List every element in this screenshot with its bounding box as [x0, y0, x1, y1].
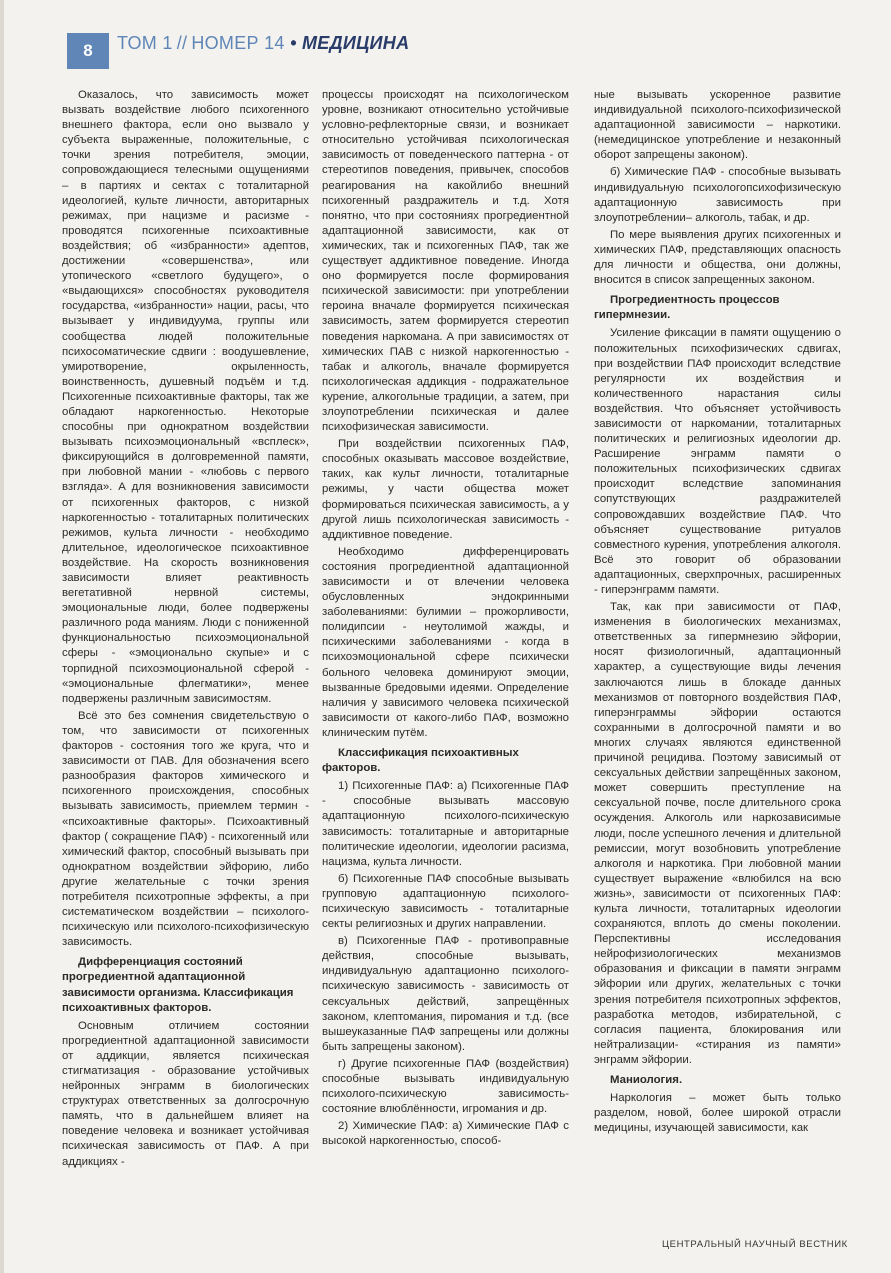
page-edge-shadow	[0, 0, 4, 1273]
body-paragraph: в) Психогенные ПАФ - противоправные действия, способные вызывать, индивидуальную адаптационно психолого-психическую зависимость - зависимость от сексуальных действий, запрещённых законом, клептомания, пиромания и т.д. (все вышеуказанные ПАФ запрещены или должны быть запрещены законом).	[322, 935, 569, 1053]
page-number: 8	[83, 41, 93, 60]
section-heading: Классификация психоактивных факторов.	[322, 747, 519, 775]
body-paragraph: Усиление фиксации в памяти ощущению о положительных психофизических сдвигах, при воздействии ПАФ происходит вследствие регулярности их воздействия и количественного нарастания силы воздействия. Что объясняет устойчивость зависимости от наркомании, тоталитарных политических и религиозных идеологии др. Расширение энграмм памяти о положительных психофизических сдвигах происходит вследствие запоминания сопутствующих раздражителей сопровождавших воздействие ПАФ. Что объясняет существование ритуалов совместного курения, употребления алкоголя. Всё это говорит об образовании адаптационных, сверхпрочных, расширенных - гиперэнграмм памяти.	[594, 327, 841, 596]
text-column-3	[594, 88, 841, 1248]
body-paragraph: Наркология – может быть только разделом, новой, более широкой отрасли медицины, изучающей зависимости, как	[594, 1092, 841, 1135]
text-column-1	[62, 88, 309, 1248]
body-paragraph: б) Химические ПАФ - способные вызывать индивидуальную психологопсихофизическую адаптационную зависимость при злоупотреблении– алкоголь, табак, и др.	[594, 166, 841, 224]
header-volume: ТОМ 1	[117, 33, 173, 53]
header-separator: //	[176, 33, 188, 53]
footer-journal-name: ЦЕНТРАЛЬНЫЙ НАУЧНЫЙ ВЕСТНИК	[662, 1239, 848, 1250]
body-paragraph: б) Психогенные ПАФ способные вызывать групповую адаптационную психолого-психическую зависимость - тоталитарные секты религиозных и других направлении.	[322, 872, 569, 931]
page-number-badge	[67, 33, 109, 69]
section-heading: Маниология.	[610, 1074, 683, 1086]
body-paragraph: При воздействии психогенных ПАФ, способных оказывать массовое воздействие, таких, как культ личности, тоталитарные режимы, у части общества может формироваться психическая зависимость, а у другой лишь психологическая зависимость - аддиктивное поведение.	[322, 438, 569, 541]
section-heading: Прогредиентность процессов гипермнезии.	[594, 294, 780, 322]
body-paragraph: Так, как при зависимости от ПАФ, изменения в биологических механизмах, ответственных за гипермнезию эйфории, носят физиологичный, адаптационный характер, а существующие виды лечения заключаются лишь в блокаде данных механизмов от повторного воздействия ПАФ, гиперэнграммы эйфории остаются сохранными в долгосрочной памяти и во многих случаях являются единственной причиной рецидива. Поэтому зависимый от сексуальных действии запрещённых законом, может совершить преступление на сексуальной почве, после длительного срока осуждения. Алкоголь или наркозависимые люди, после успешного лечения и длительной ремиссии, могут возобновить употребление алкоголя и наркотика. При любовной мании существует выражение «влюбился на всю жизнь», зависимости от психогенных ПАФ: культа личности, тоталитарных идеологии сохраняются, вплоть до смены поколении. Перспективны исследования нейрофизиологических механизмов образования и фиксации в памяти энграмм эйфории или других, желательных с точки зрения потребителя психотропных эффектов, разработка методов, избирательной, с согласия пациента, блокирования или нейтрализации- «стирания из памяти» энграмм эйфории.	[594, 601, 841, 1066]
body-paragraph: процессы происходят на психологическом уровне, возникают относительно устойчивые условно-рефлекторные связи, и возникает относительно устойчивая психологическая зависимость от поведенческого паттерна - от стереотипов поведения, привычек, способов реагирования на какойлибо внешний психогенный раздражитель и т.д. Хотя понятно, что при состояниях прогредиентной адаптационной зависимости, как от химических, так и психогенных ПАФ, так же существует аддиктивное поведение. Иногда оно формируется после формирования психической зависимости: при употреблении героина вначале формируется психическая зависимость, затем формируется стереотип поведения наркомана. А при зависимостях от химических ПАВ с низкой наркогенностью - табак и алкоголь, вначале формируется психологическая аддикция - подражательное курение, алкогольные традиции, а затем, при злоупотреблении психическая и далее психофизическая зависимости.	[322, 89, 569, 434]
body-paragraph: По мере выявления других психогенных и химических ПАФ, представляющих опасность для личности и общества, они должны, вносится в список запрещенных законом.	[594, 228, 841, 287]
body-paragraph: 1) Психогенные ПАФ: а) Психогенные ПАФ - способные вызывать массовую адаптационную психолого-психическую зависимость: тоталитарные и авторитарные политические идеологии, идеологии расизма, нацизма, культа личности.	[322, 780, 569, 868]
body-paragraph: Оказалось, что зависимость может вызвать воздействие любого психогенного внешнего фактора, если оно вызвало у субъекта выраженные, положительные, с точки зрения потребителя, эмоции, сопровождающиеся телесными ощущениями – в партиях и сектах с тоталитарной идеологией, культе личности, авторитарных режимах, при нацизме и расизме - проводятся психогенные психоактивные воздействия; об «избранности» адептов, достижении «совершенства», или утопического «светлого будущего», о «выдающихся» способностях руководителя государства, «избранности» нации, расы, что вызывает у индивидуума, группы или сообщества людей положительные психосоматические сдвиги : воодушевление, умиротворение, окрыленность, воинственность, душевный подъём и т.д. Психогенные психоактивные факторы, так же обладают наркогенностью. Некоторые способны при однократном воздействии вызывать психоэмоциональный «всплеск», фиксирующийся в долговременной памяти, при любовной мании - «любовь с первого взгляда». А для возникновения зависимости от психогенных факторов, с низкой наркогенностью - тоталитарных политических режимов, культа личности - необходимо длительное, идеологическое психоактивное воздействие. На скорость возникновения зависимости влияет реактивность вегетативной нервной системы, эмоциональные люди, более подвержены различного рода маниям. Люди с пониженной функциональностью психоэмоциональной сферы - «эмоционально скупые» и с торпидной психоэмоциональной сферой - «эмоциональные флегматики», менее подвержены различным зависимостям.	[62, 89, 309, 705]
text-column-2	[322, 88, 569, 1248]
header-issue: НОМЕР 14	[191, 33, 285, 53]
header-bullet: •	[290, 33, 297, 53]
body-paragraph: г) Другие психогенные ПАФ (воздействия) способные вызывать индивидуальную психолого-психическую зависимость-состояние влюблённости, игромания и др.	[322, 1057, 569, 1116]
body-paragraph: Основным отличием состоянии прогредиентной адаптационной зависимости от аддикции, является психическая стигматизация - образование устойчивых нейронных энграмм в биологических структурах ответственных за долгосрочную память, что в дальнейшем влияет на поведение человека и возникает устойчивая психическая зависимость от ПАФ. А при аддикциях -	[62, 1019, 309, 1168]
body-paragraph: 2) Химические ПАФ: а) Химические ПАФ с высокой наркогенностью, способ-	[322, 1120, 569, 1148]
body-paragraph: ные вызывать ускоренное развитие индивидуальной психолого-психофизической адаптационной зависимости – наркотики. (немедицинское употребление и незаконный оборот запрещены законом).	[594, 89, 841, 162]
body-paragraph: Всё это без сомнения свидетельствую о том, что зависимости от психогенных факторов - состояния того же круга, что и зависимости от ПАВ. Для обозначения всего разнообразия факторов химического и психогенного происхождения, способных вызывать зависимость, приемлем термин - «психоактивные факторы». Психоактивный фактор ( сокращение ПАФ) - психогенный или химический фактор, способный вызывать при однократном воздействии эйфорию, либо другие желательные с точки зрения потребителя психотропные эффекты, а при систематическом воздействии – психолого-психическую или психолого-психофизическую зависимость.	[62, 709, 309, 949]
section-heading: Дифференциация состояний прогредиентной адаптационной зависимости организма. Классификация психоактивных факторов.	[62, 956, 294, 1014]
header-section: МЕДИЦИНА	[301, 33, 410, 53]
running-header	[117, 33, 409, 61]
body-paragraph: Необходимо дифференцировать состояния прогредиентной адаптационной зависимости и от влечении человека обусловленных эндокринными заболеваниями: булимии – прожорливости, полидипсии - неутолимой жажды, и психическими заболеваниями - когда в психоэмоциональной сфере психически больного человека доминируют эмоции, вызванные бредовыми идеями. Определение наличия у зависимого человека психической зависимости от какого-либо ПАФ, возможно клиническим путём.	[322, 545, 569, 739]
